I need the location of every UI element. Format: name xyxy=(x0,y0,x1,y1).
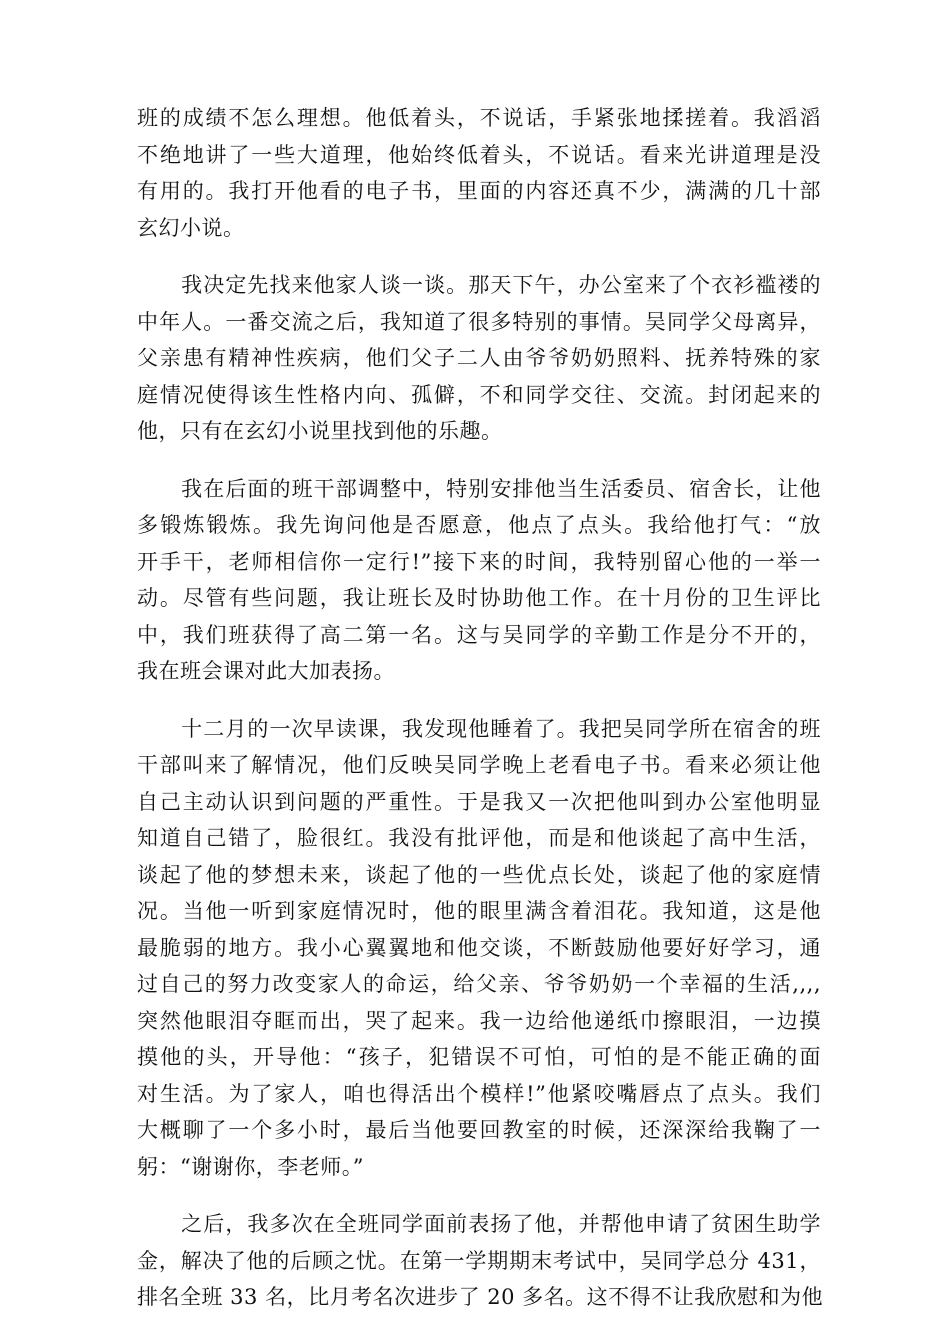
text-line: 躬：“谢谢你，李老师。” xyxy=(137,1154,364,1179)
text-line: 十二月的一次早读课，我发现他睡着了。我把吴同学所在宿舍的班 xyxy=(137,716,821,741)
text-line: 况。当他一听到家庭情况时，他的眼里满含着泪花。我知道，这是他 xyxy=(137,899,821,923)
text-line: 金，解决了他的后顾之忧。在第一学期期末考试中，吴同学总分 431， xyxy=(137,1248,821,1273)
text-line: 我在班会课对此大加表扬。 xyxy=(137,659,395,683)
text-line: 有用的。我打开他看的电子书，里面的内容还真不少，满满的几十部 xyxy=(137,179,821,203)
text-line: 知道自己错了，脸很红。我没有批评他，而是和他谈起了高中生活， xyxy=(137,826,821,850)
text-line: 摸他的头，开导他：“孩子，犯错误不可怕，可怕的是不能正确的面 xyxy=(137,1045,821,1069)
text-line: 之后，我多次在全班同学面前表扬了他，并帮他申请了贫困生助学 xyxy=(137,1212,821,1236)
paragraph-5 xyxy=(137,1206,824,1316)
text-line: 排名全班 33 名，比月考名次进步了 20 多名。这不得不让我欣慰和为他 xyxy=(137,1285,824,1309)
text-line: 谈起了他的梦想未来，谈起了他的一些优点长处，谈起了他的家庭情 xyxy=(137,862,821,887)
document-page xyxy=(137,100,824,1337)
text-line: 对生活。为了家人，咱也得活出个模样!”他紧咬嘴唇点了点头。我们 xyxy=(137,1081,821,1106)
text-line: 玄幻小说。 xyxy=(137,215,245,240)
text-line: 多锻炼锻炼。我先询问他是否愿意，他点了点头。我给他打气：“放 xyxy=(137,513,821,537)
text-line: 中，我们班获得了高二第一名。这与吴同学的辛勤工作是分不开的， xyxy=(137,622,821,647)
text-line: 中年人。一番交流之后，我知道了很多特别的事情。吴同学父母离异， xyxy=(137,309,821,334)
text-line: 干部叫来了解情况，他们反映吴同学晚上老看电子书。看来必须让他 xyxy=(137,753,821,777)
paragraph-3 xyxy=(137,471,821,690)
text-line: 班的成绩不怎么理想。他低着头，不说话，手紧张地揉搓着。我滔滔 xyxy=(137,106,821,130)
paragraph-2 xyxy=(137,267,821,450)
text-line: 大概聊了一个多小时，最后当他要回教室的时候，还深深给我鞠了一 xyxy=(137,1118,821,1142)
text-line: 不绝地讲了一些大道理，他始终低着头，不说话。看来光讲道理是没 xyxy=(137,142,821,167)
text-line: 父亲患有精神性疾病，他们父子二人由爷爷奶奶照料、抚养特殊的家 xyxy=(137,346,821,370)
text-line: 庭情况使得该生性格内向、孤僻，不和同学交往、交流。封闭起来的 xyxy=(137,382,821,407)
text-line: 我在后面的班干部调整中，特别安排他当生活委员、宿舍长，让他 xyxy=(137,476,821,501)
paragraph-1 xyxy=(137,100,821,246)
text-line: 动。尽管有些问题，我让班长及时协助他工作。在十月份的卫生评比 xyxy=(137,586,821,610)
text-line: 最脆弱的地方。我小心翼翼地和他交谈，不断鼓励他要好好学习，通 xyxy=(137,935,821,960)
text-line: 开手干，老师相信你一定行!”接下来的时间，我特别留心他的一举一 xyxy=(137,549,821,574)
text-line: 突然他眼泪夺眶而出，哭了起来。我一边给他递纸巾擦眼泪，一边摸 xyxy=(137,1008,821,1033)
text-line: 他，只有在玄幻小说里找到他的乐趣。 xyxy=(137,419,503,443)
text-line: 自己主动认识到问题的严重性。于是我又一次把他叫到办公室他明显 xyxy=(137,789,821,814)
text-line: 我决定先找来他家人谈一谈。那天下午，办公室来了个衣衫褴褛的 xyxy=(137,273,821,297)
paragraph-4 xyxy=(137,711,821,1186)
text-line: 过自己的努力改变家人的命运，给父亲、爷爷奶奶一个幸福的生活,,,, xyxy=(137,972,821,996)
